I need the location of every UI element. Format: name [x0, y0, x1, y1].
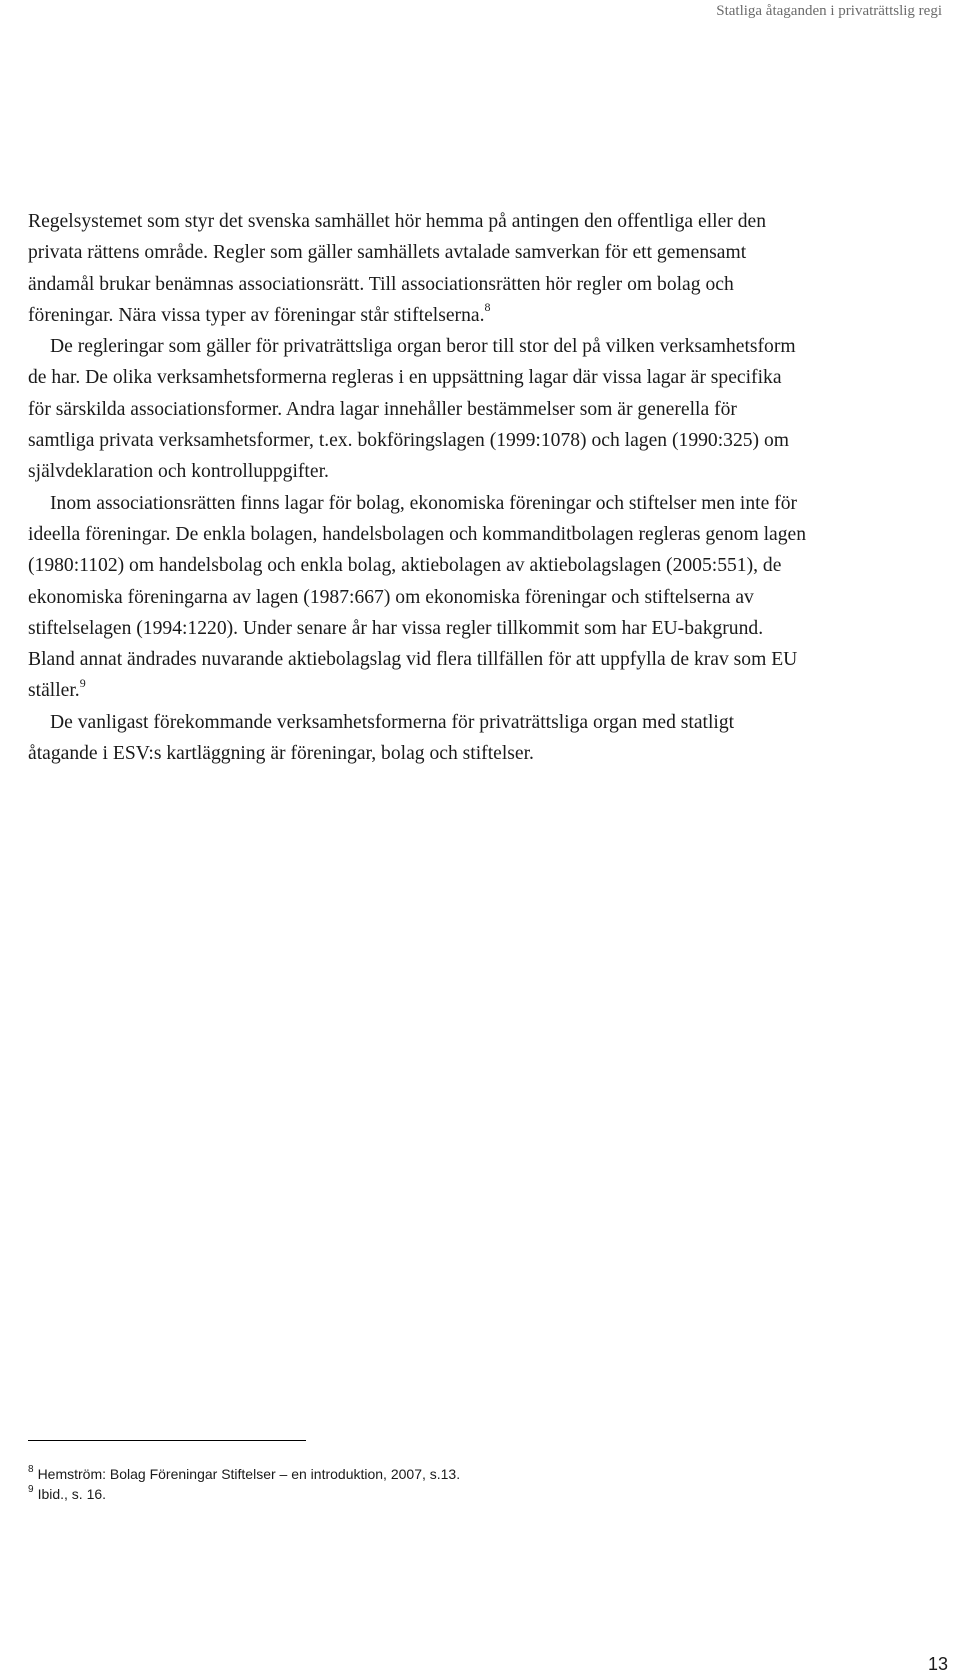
paragraph-1-text: Regelsystemet som styr det svenska samhället hör hemma på antingen den offentliga eller den privata rättens område. Regler som gäller samhällets avtalade samverkan för ett gemensamt ändamål brukar benämnas associationsrätt. Till associationsrätten hör regler om bolag och föreningar. Nära vissa typer av föreningar står stiftelserna.: [28, 211, 767, 326]
paragraph-2: De regleringar som gäller för privaträttsliga organ beror till stor del på vilken verksamhetsform de har. De olika verksamhetsformerna regleras i en uppsättning lagar där vissa lagar är specifika för särskilda associationsformer. Andra lagar innehåller bestämmelser som är generella för samtliga privata verksamhetsformer, t.ex. bokföringslagen (1999:1078) och lagen (1990:325) om självdeklaration och kontrolluppgifter.: [28, 336, 796, 483]
footnote-9: [28, 1484, 460, 1504]
running-header: Statliga åtaganden i privaträttslig regi: [716, 3, 942, 19]
footnote-ref-8[interactable]: 8: [484, 300, 491, 315]
footnote-divider: [28, 1440, 306, 1441]
footnotes: [28, 1464, 460, 1504]
footnote-ref-9[interactable]: 9: [79, 675, 86, 690]
footnote-text: Ibid., s. 16.: [37, 1486, 107, 1502]
paragraph-3: [28, 488, 808, 707]
paragraph-1: [28, 206, 808, 331]
paragraph-4: De vanligast förekommande verksamhetsformerna för privaträttsliga organ med statligt åtagande i ESV:s kartläggning är föreningar, bolag och stiftelser.: [28, 711, 735, 765]
body-text: [28, 206, 808, 769]
paragraph-3-text: Inom associationsrätten finns lagar för bolag, ekonomiska föreningar och stiftelser men inte för ideella föreningar. De enkla bolagen, handelsbolagen och kommanditbolagen regleras genom lagen (1980:1102) om handelsbolag och enkla bolag, aktiebolagen av aktiebolagslagen (2005:551), de ekonomiska föreningarna av lagen (1987:667) om ekonomiska föreningar och stiftelserna av stiftelselagen (1994:1220). Under senare år har vissa regler tillkommit som har EU-bakgrund. Bland annat ändrades nuvarande aktiebolagslag vid flera tillfällen för att uppfylla de krav som EU ställer.: [28, 492, 807, 702]
footnote-text: Hemström: Bolag Föreningar Stiftelser – en introduktion, 2007, s.13.: [37, 1466, 461, 1482]
footnote-number: 9: [28, 1484, 34, 1496]
footnote-8: [28, 1464, 460, 1484]
footnote-number: 8: [28, 1464, 34, 1476]
page-number: 13: [927, 1654, 948, 1674]
